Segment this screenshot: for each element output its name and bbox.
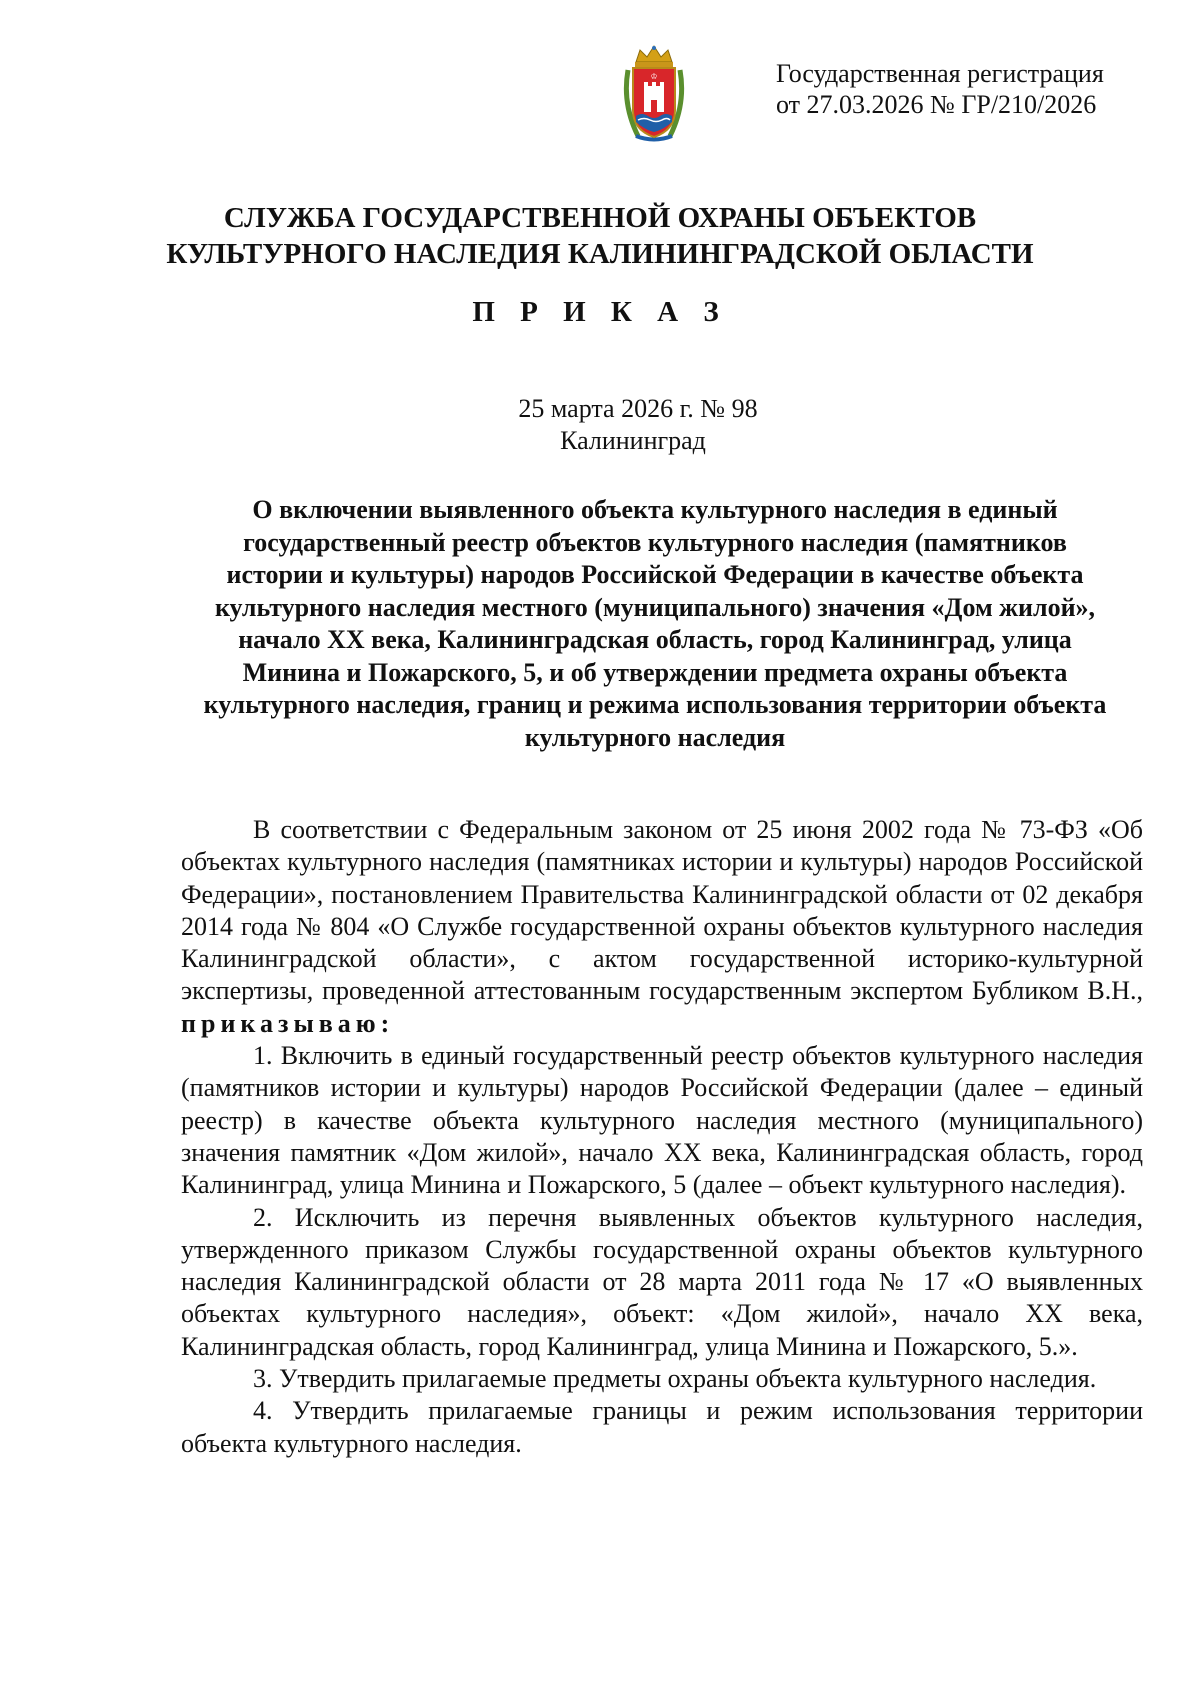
agency-name (0, 200, 1200, 272)
order-word: приказываю: (181, 1008, 395, 1038)
order-item-2: 2. Исключить из перечня выявленных объектов культурного наследия, утвержденного приказом Службы государственной охраны объектов культурного наследия Калининградской области от 28 марта 2011 года № 17 «О выявленных объектах культурного наследия», объект: «Дом жилой», начало XX века, Калининградская область, город Калининград, улица Минина и Пожарского, 5.». (181, 1202, 1143, 1361)
preamble-paragraph (181, 814, 1143, 1040)
document-place: Калининград (560, 426, 706, 455)
order-item-3: 3. Утвердить прилагаемые предметы охраны объекта культурного наследия. (253, 1364, 1097, 1394)
coat-of-arms-icon (622, 44, 686, 144)
document-type: П Р И К А З (472, 296, 728, 328)
document-date-number: 25 марта 2026 г. № 98 (518, 394, 758, 423)
registration-line-1: Государственная регистрация (776, 59, 1104, 88)
agency-name-line-1: СЛУЖБА ГОСУДАРСТВЕННОЙ ОХРАНЫ ОБЪЕКТОВ (223, 202, 977, 234)
document-date-place (0, 393, 1200, 457)
agency-name-line-2: КУЛЬТУРНОГО НАСЛЕДИЯ КАЛИНИНГРАДСКОЙ ОБЛАСТИ (166, 238, 1034, 270)
document-subject: О включении выявленного объекта культурного наследия в единый государственный реестр объектов культурного наследия (памятников истории и культуры) народов Российской Федерации в качестве объекта культурного наследия местного (муниципального) значения «Дом жилой», начало XX века, Калининградская область, город Калининград, улица Минина и Пожарского, 5, и об утверждении предмета охраны объекта культурного наследия, границ и режима использования территории объекта культурного наследия (203, 495, 1107, 752)
svg-text:♔: ♔ (650, 72, 658, 81)
registration-line-2: от 27.03.2026 № ГР/210/2026 (776, 90, 1097, 119)
order-item-4: 4. Утвердить прилагаемые границы и режим использования территории объекта культурного наследия. (181, 1396, 1143, 1458)
registration-stamp (776, 58, 1104, 120)
order-item-1: 1. Включить в единый государственный реестр объектов культурного наследия (памятников истории и культуры) народов Российской Федерации (далее – единый реестр) в качестве объекта культурного наследия местного (муниципального) значения памятник «Дом жилой», начало XX века, Калининградская область, город Калининград, улица Минина и Пожарского, 5 (далее – объект культурного наследия). (181, 1041, 1143, 1200)
preamble-text: В соответствии с Федеральным законом от 25 июня 2002 года № 73-ФЗ «Об объектах культурного наследия (памятниках истории и культуры) народов Российской Федерации», постановлением Правительства Калининградской области от 02 декабря 2014 года № 804 «О Службе государственной охраны объектов культурного наследия Калининградской области», с актом государственной историко-культурной экспертизы, проведенной аттестованным государственным экспертом Бубликом В.Н., (181, 815, 1143, 1006)
document-body (181, 814, 1143, 1460)
